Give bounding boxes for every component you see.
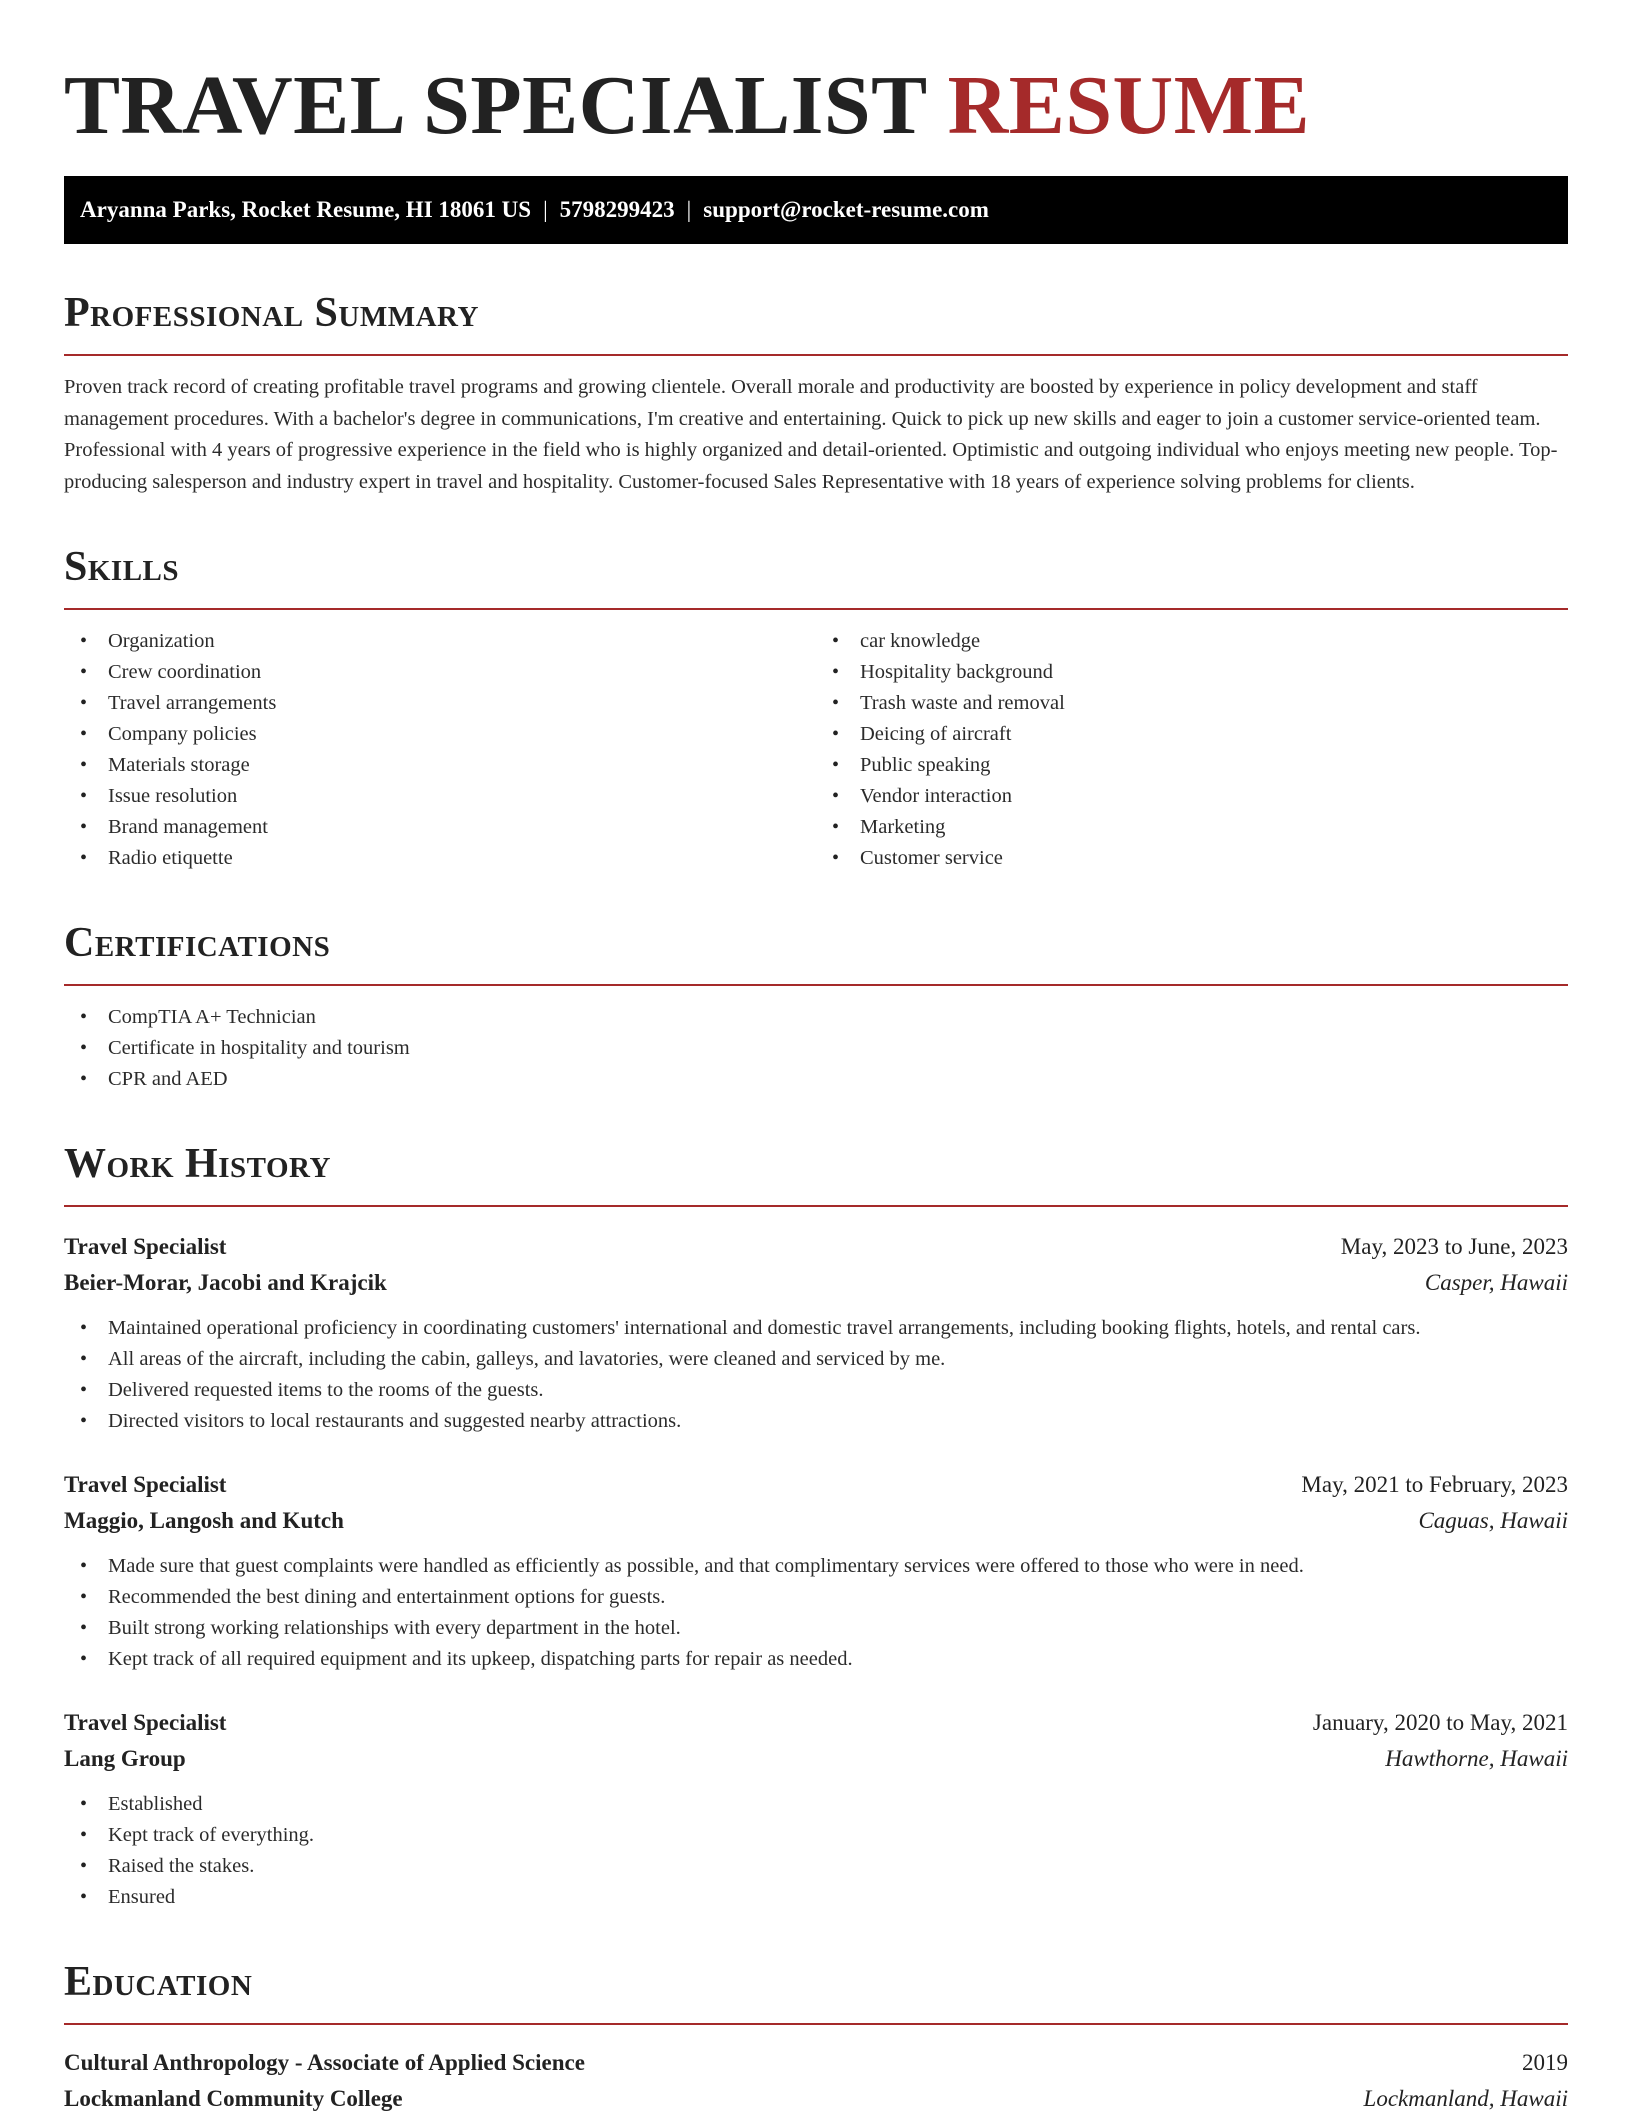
certification-item: • CPR and AED <box>64 1064 1568 1095</box>
skill-item: • Customer service <box>816 843 1568 874</box>
section-divider <box>64 1205 1568 1207</box>
work-history-heading: Work History <box>64 1141 331 1187</box>
section-divider <box>64 354 1568 356</box>
education-school: Lockmanland Community College <box>64 2086 403 2111</box>
contact-phone: 5798299423 <box>559 197 675 222</box>
skill-item: • Brand management <box>64 812 816 843</box>
job-bullet: • Kept track of all required equipment and its upkeep, dispatching parts for repair as needed. <box>64 1644 1568 1675</box>
job-dates: May, 2021 to February, 2023 <box>1301 1472 1568 1497</box>
skill-item: • Public speaking <box>816 750 1568 781</box>
skill-item: • Company policies <box>64 719 816 750</box>
section-divider <box>64 2023 1568 2025</box>
job-bullets <box>64 1551 1568 1675</box>
resume-title <box>64 0 1568 176</box>
job-entry <box>64 1705 1568 1913</box>
job-bullet: • Made sure that guest complaints were handled as efficiently as possible, and that complimentary services were offered to those who were in need. <box>64 1551 1568 1582</box>
education-location: Lockmanland, Hawaii <box>1363 2086 1568 2111</box>
job-bullet: • Built strong working relationships with every department in the hotel. <box>64 1613 1568 1644</box>
skills-list-left <box>64 626 816 874</box>
job-bullet: • Maintained operational proficiency in coordinating customers' international and domestic travel arrangements, including booking flights, hotels, and rental cars. <box>64 1313 1568 1344</box>
job-bullet: • Ensured <box>64 1882 1568 1913</box>
job-bullet: • All areas of the aircraft, including the cabin, galleys, and lavatories, were cleaned and serviced by me. <box>64 1344 1568 1375</box>
education-entry <box>64 2045 1568 2117</box>
certification-item: • CompTIA A+ Technician <box>64 1002 1568 1033</box>
job-company: Beier-Morar, Jacobi and Krajcik <box>64 1270 387 1295</box>
job-bullet: • Established <box>64 1789 1568 1820</box>
skill-item: • Marketing <box>816 812 1568 843</box>
job-entry <box>64 1467 1568 1675</box>
skill-item: • Crew coordination <box>64 657 816 688</box>
certifications-list <box>64 1002 1568 1095</box>
skill-item: • car knowledge <box>816 626 1568 657</box>
job-bullet: • Delivered requested items to the rooms of the guests. <box>64 1375 1568 1406</box>
job-bullet: • Kept track of everything. <box>64 1820 1568 1851</box>
job-location: Caguas, Hawaii <box>1418 1508 1568 1533</box>
title-accent: RESUME <box>947 59 1311 152</box>
skills-list-right <box>816 626 1568 874</box>
skill-item: • Deicing of aircraft <box>816 719 1568 750</box>
certifications-heading: Certifications <box>64 920 331 966</box>
job-dates: May, 2023 to June, 2023 <box>1340 1234 1568 1259</box>
contact-bar <box>64 176 1568 244</box>
contact-address: Aryanna Parks, Rocket Resume, HI 18061 US <box>80 197 532 222</box>
skill-item: • Vendor interaction <box>816 781 1568 812</box>
job-company: Maggio, Langosh and Kutch <box>64 1508 344 1533</box>
section-divider <box>64 984 1568 986</box>
job-bullets <box>64 1789 1568 1913</box>
job-dates: January, 2020 to May, 2021 <box>1312 1710 1568 1735</box>
education-heading: Education <box>64 1959 253 2005</box>
job-location: Hawthorne, Hawaii <box>1385 1746 1568 1771</box>
job-location: Casper, Hawaii <box>1424 1270 1568 1295</box>
job-company: Lang Group <box>64 1746 186 1771</box>
job-title: Travel Specialist <box>64 1710 227 1735</box>
skill-item: • Organization <box>64 626 816 657</box>
skill-item: • Radio etiquette <box>64 843 816 874</box>
skill-item: • Hospitality background <box>816 657 1568 688</box>
education-degree: Cultural Anthropology - Associate of Applied Science <box>64 2050 585 2075</box>
summary-text: Proven track record of creating profitable travel programs and growing clientele. Overall morale and productivity are boosted by experience in policy development and staff management procedures. With a bachelor's degree in communications, I'm creative and entertaining. Quick to pick up new skills and eager to join a customer service-oriented team. Professional with 4 years of progressive experience in the field who is highly organized and detail-oriented. Optimistic and outgoing individual who enjoys meeting new people. Top-producing salesperson and industry expert in travel and hospitality. Customer-focused Sales Representative with 18 years of experience solving problems for clients. <box>64 376 1558 493</box>
contact-separator: | <box>686 197 692 222</box>
skill-item: • Issue resolution <box>64 781 816 812</box>
job-bullet: • Directed visitors to local restaurants and suggested nearby attractions. <box>64 1406 1568 1437</box>
summary-heading: Professional Summary <box>64 290 479 336</box>
education-year: 2019 <box>1522 2050 1568 2075</box>
job-title: Travel Specialist <box>64 1234 227 1259</box>
job-bullet: • Recommended the best dining and entertainment options for guests. <box>64 1582 1568 1613</box>
skills-heading: Skills <box>64 544 180 590</box>
skill-item: • Materials storage <box>64 750 816 781</box>
skill-item: • Travel arrangements <box>64 688 816 719</box>
job-title: Travel Specialist <box>64 1472 227 1497</box>
certification-item: • Certificate in hospitality and tourism <box>64 1033 1568 1064</box>
skills-grid <box>64 610 1568 874</box>
contact-email: support@rocket-resume.com <box>703 197 989 222</box>
job-entry <box>64 1229 1568 1437</box>
job-bullets <box>64 1313 1568 1437</box>
title-main: TRAVEL SPECIALIST <box>64 59 927 152</box>
contact-separator: | <box>543 197 548 222</box>
skill-item: • Trash waste and removal <box>816 688 1568 719</box>
job-bullet: • Raised the stakes. <box>64 1851 1568 1882</box>
